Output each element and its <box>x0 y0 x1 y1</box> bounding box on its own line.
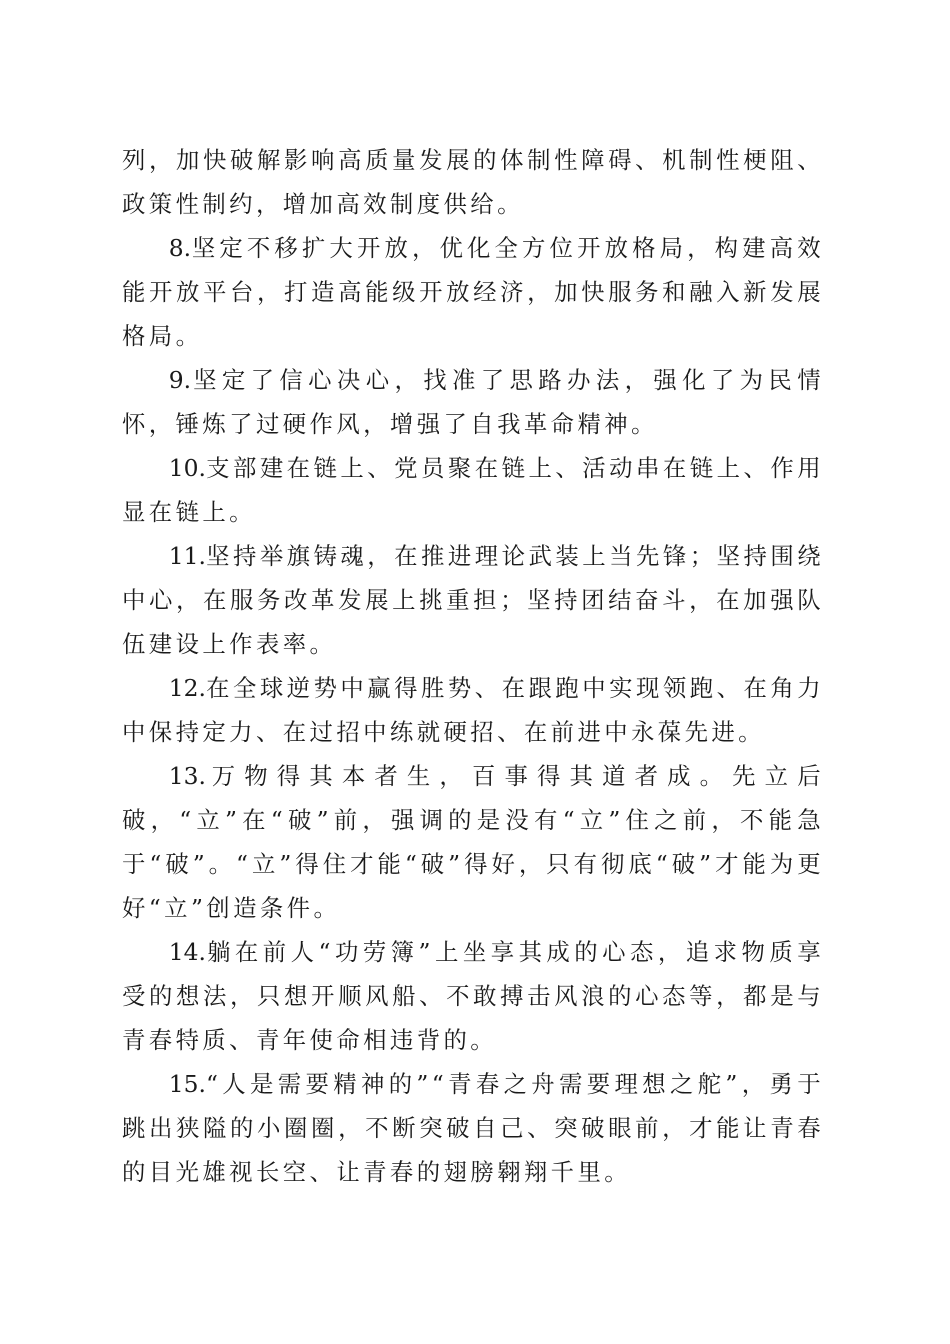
item-number: 9. <box>168 366 192 394</box>
item-text: 坚持举旗铸魂，在推进理论武装上当先锋；坚持围绕中心，在服务改革发展上挑重担；坚持团结奋斗，在加强队伍建设上作表率。 <box>122 542 824 658</box>
paragraph-text: 列，加快破解影响高质量发展的体制性障碍、机制性梗阻、政策性制约，增加高效制度供给。 <box>122 146 824 218</box>
item-text: 坚定不移扩大开放，优化全方位开放格局，构建高效能开放平台，打造高能级开放经济，加快服务和融入新发展格局。 <box>122 234 824 350</box>
item-text: 支部建在链上、党员聚在链上、活动串在链上、作用显在链上。 <box>122 454 824 526</box>
item-text: 躺在前人“功劳簿”上坐享其成的心态，追求物质享受的想法，只想开顺风船、不敢搏击风浪的心态等，都是与青春特质、青年使命相违背的。 <box>122 938 824 1054</box>
item-text: “人是需要精神的”“青春之舟需要理想之舵”，勇于跳出狭隘的小圈圈，不断突破自己、突破眼前，才能让青春的目光雄视长空、让青春的翅膀翱翔千里。 <box>122 1070 824 1186</box>
item-number: 11. <box>168 542 206 570</box>
item-number: 10. <box>168 454 206 482</box>
list-item-14 <box>122 930 824 1062</box>
item-number: 15. <box>168 1070 206 1098</box>
paragraph-continued <box>122 138 824 226</box>
item-text: 坚定了信心决心，找准了思路办法，强化了为民情怀，锤炼了过硬作风，增强了自我革命精神。 <box>122 366 824 438</box>
item-number: 13. <box>168 762 206 790</box>
item-number: 12. <box>168 674 206 702</box>
item-text: 在全球逆势中赢得胜势、在跟跑中实现领跑、在角力中保持定力、在过招中练就硬招、在前进中永葆先进。 <box>122 674 824 746</box>
list-item-15 <box>122 1062 824 1194</box>
list-item-10 <box>122 446 824 534</box>
list-item-9 <box>122 358 824 446</box>
list-item-13 <box>122 754 824 930</box>
item-number: 8. <box>168 234 192 262</box>
item-number: 14. <box>168 938 206 966</box>
document-page <box>122 138 824 1194</box>
list-item-11 <box>122 534 824 666</box>
list-item-8 <box>122 226 824 358</box>
list-item-12 <box>122 666 824 754</box>
item-text: 万物得其本者生，百事得其道者成。先立后破，“立”在“破”前，强调的是没有“立”住之前，不能急于“破”。“立”得住才能“破”得好，只有彻底“破”才能为更好“立”创造条件。 <box>122 762 824 922</box>
